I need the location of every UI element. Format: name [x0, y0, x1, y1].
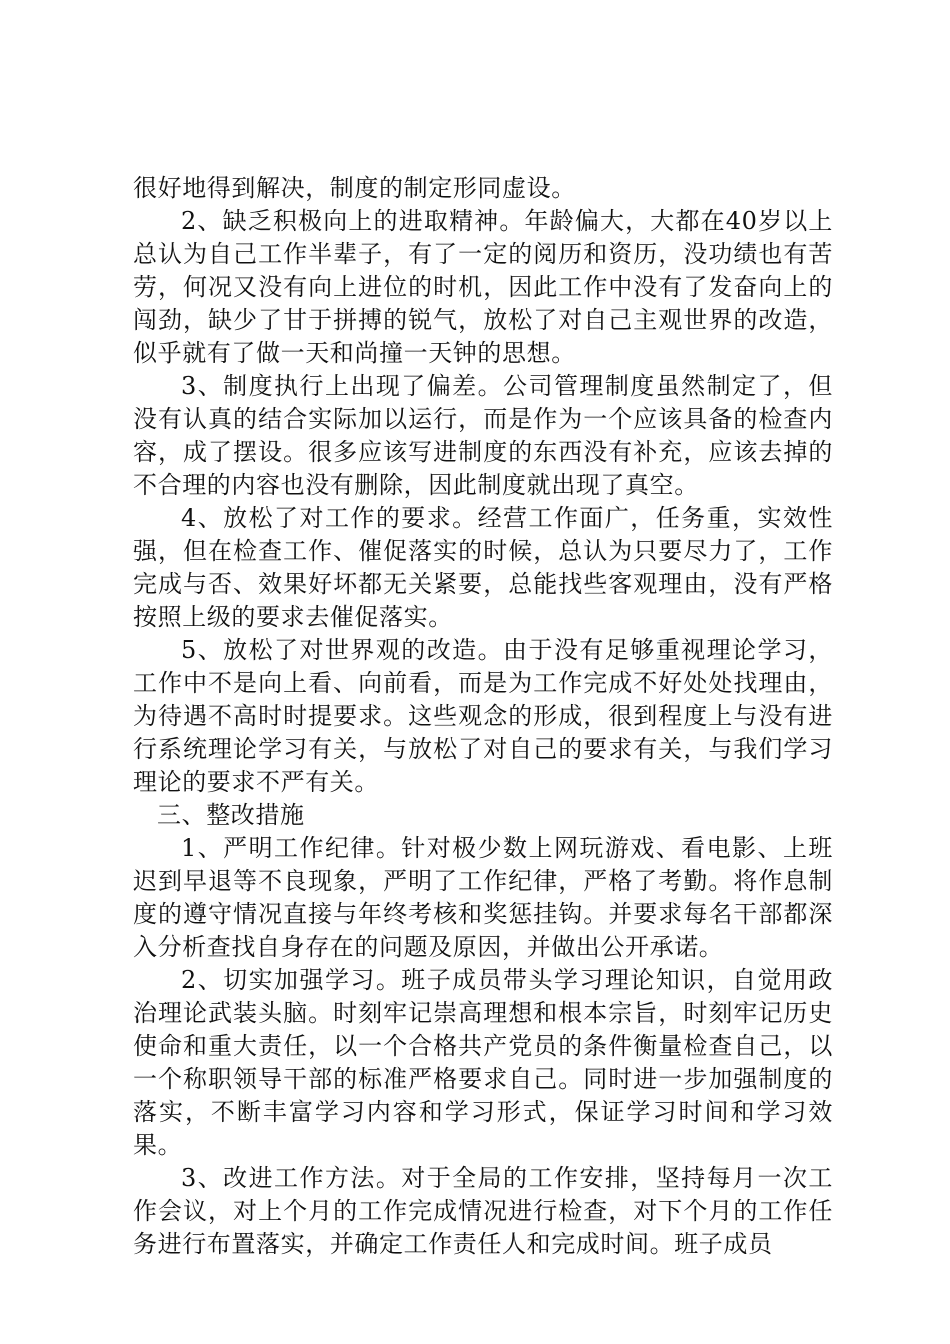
paragraph-continuation: 很好地得到解决，制度的制定形同虚设。 [133, 174, 576, 202]
section-heading-rectification: 三、整改措施 [157, 801, 305, 829]
paragraph-point-2: 2、缺乏积极向上的进取精神。年龄偏大，大都在40岁以上总认为自己工作半辈子，有了一定的阅历和资历，没功绩也有苦劳，何况又没有向上进位的时机，因此工作中没有了发奋向上的闯劲，缺少了甘于拼搏的锐气，放松了对自己主观世界的改造，似乎就有了做一天和尚撞一天钟的思想。 [133, 207, 833, 367]
document-body [133, 172, 833, 1261]
paragraph-point-4: 4、放松了对工作的要求。经营工作面广，任务重，实效性强，但在检查工作、催促落实的时候，总认为只要尽力了，工作完成与否、效果好坏都无关紧要，总能找些客观理由，没有严格按照上级的要求去催促落实。 [133, 504, 833, 631]
paragraph-point-3: 3、制度执行上出现了偏差。公司管理制度虽然制定了，但没有认真的结合实际加以运行，而是作为一个应该具备的检查内容，成了摆设。很多应该写进制度的东西没有补充，应该去掉的不合理的内容也没有删除，因此制度就出现了真空。 [133, 372, 833, 499]
paragraph-point-5: 5、放松了对世界观的改造。由于没有足够重视理论学习，工作中不是向上看、向前看，而是为工作完成不好处处找理由，为待遇不高时时提要求。这些观念的形成，很到程度上与没有进行系统理论学习有关，与放松了对自己的要求有关，与我们学习理论的要求不严有关。 [133, 636, 833, 796]
paragraph-measure-1: 1、严明工作纪律。针对极少数上网玩游戏、看电影、上班迟到早退等不良现象，严明了工作纪律，严格了考勤。将作息制度的遵守情况直接与年终考核和奖惩挂钩。并要求每名干部都深入分析查找自身存在的问题及原因，并做出公开承诺。 [133, 834, 833, 961]
paragraph-measure-3: 3、改进工作方法。对于全局的工作安排，坚持每月一次工作会议，对上个月的工作完成情况进行检查，对下个月的工作任务进行布置落实，并确定工作责任人和完成时间。班子成员 [133, 1164, 833, 1258]
paragraph-measure-2: 2、切实加强学习。班子成员带头学习理论知识，自觉用政治理论武装头脑。时刻牢记崇高理想和根本宗旨，时刻牢记历史使命和重大责任，以一个合格共产党员的条件衡量检查自己，以一个称职领导干部的标准严格要求自己。同时进一步加强制度的落实，不断丰富学习内容和学习形式，保证学习时间和学习效果。 [133, 966, 833, 1159]
